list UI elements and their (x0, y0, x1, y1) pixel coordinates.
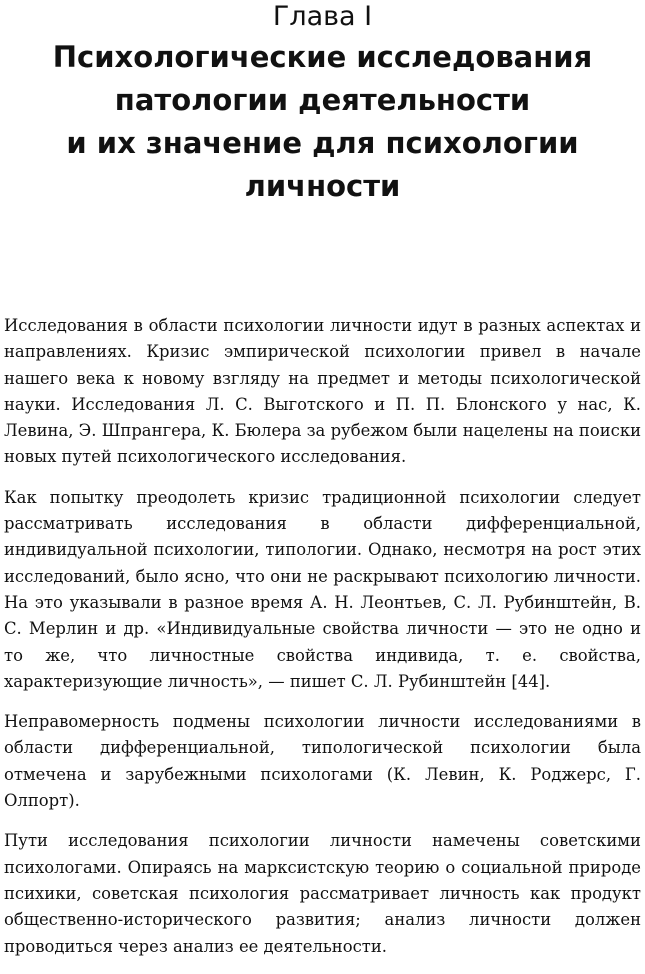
chapter-label: Глава I (272, 1, 373, 32)
chapter-title-line: личности (244, 169, 401, 203)
chapter-title-line: и их значение для психологии (66, 126, 579, 160)
chapter-title (20, 36, 625, 208)
paragraph: Неправомерность подмены психологии личности исследованиями в области дифференциальной, типологической психологии была отмечена и зарубежными психологами (К. Левин, К. Роджерс, Г. Олпорт). (4, 712, 641, 811)
paragraph: Пути исследования психологии личности намечены советскими психологами. Опираясь на марксистскую теорию о социальной природе психики, советская психология рассматривает личность как продукт общественно-исторического развития; анализ личности должен проводиться через анализ ее деятельности. (4, 831, 641, 956)
chapter-title-line: патологии деятельности (114, 83, 531, 117)
paragraph: Исследования в области психологии личности идут в разных аспектах и направлениях. Кризис эмпирической психологии привел в начале нашего века к новому взгляду на предмет и методы психологической науки. Исследования Л. С. Выготского и П. П. Блонского у нас, К. Левина, Э. Шпрангера, К. Бюлера за рубежом были нацелены на поиски новых путей психологического исследования. (4, 316, 641, 467)
paragraph: Как попытку преодолеть кризис традиционной психологии следует рассматривать исследования в области дифференциальной, индивидуальной психологии, типологии. Однако, несмотря на рост этих исследований, было ясно, что они не раскрывают психологию личности. На это указывали в разное время А. Н. Леонтьев, С. Л. Рубинштейн, В. С. Мерлин и др. «Индивидуальные свойства личности — это не одно и то же, что личностные свойства индивида, т. е. свойства, характеризующие личность», — пишет С. Л. Рубинштейн [44]. (4, 487, 641, 691)
chapter-title-line: Психологические исследования (52, 40, 593, 74)
body-text (4, 313, 641, 974)
